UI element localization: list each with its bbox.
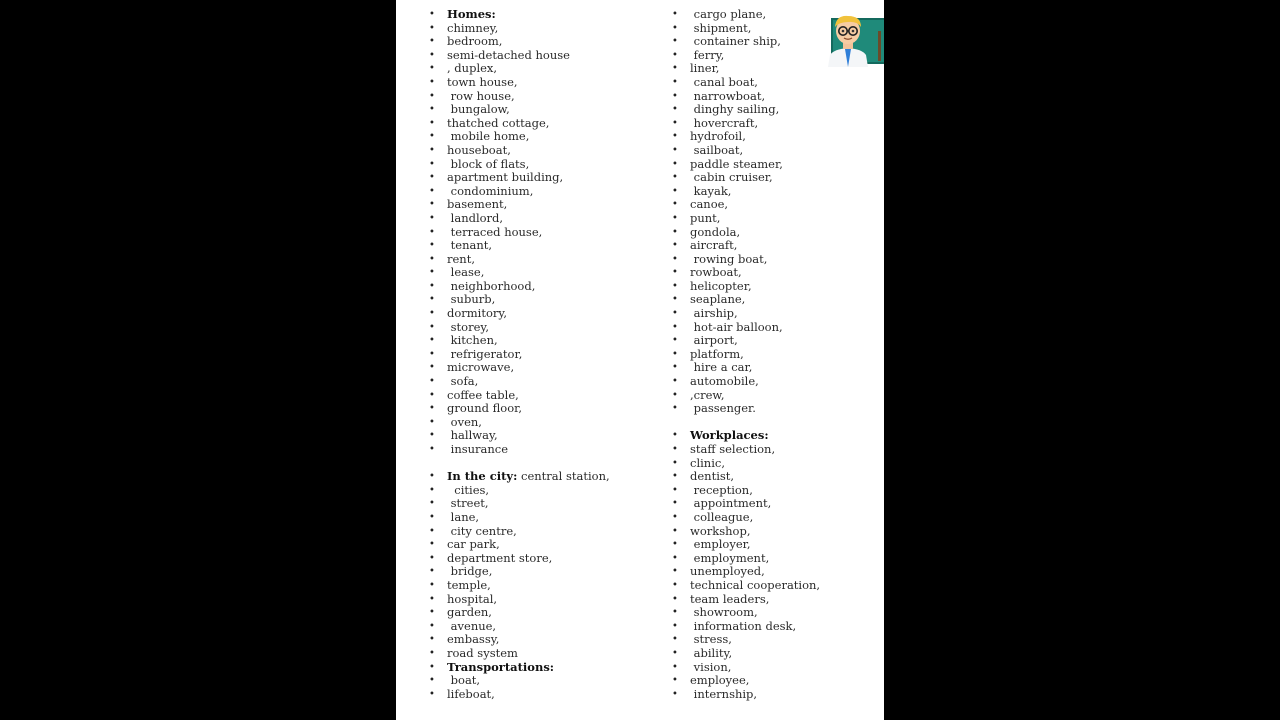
vocabulary-item [427, 103, 647, 117]
vocabulary-item [427, 511, 647, 525]
vocabulary-item [670, 239, 880, 253]
vocabulary-item [427, 497, 647, 511]
vocabulary-word: sailboat, [690, 142, 744, 157]
vocabulary-item [427, 212, 647, 226]
vocabulary-word: department store, [447, 550, 553, 565]
vocabulary-word: lifeboat, [447, 686, 495, 701]
vocabulary-item [427, 198, 647, 212]
vocabulary-word: microwave, [447, 360, 515, 375]
vocabulary-item [670, 348, 880, 362]
section-heading: Transportations: [447, 659, 555, 674]
vocabulary-word: town house, [447, 74, 518, 89]
vocabulary-word: employment, [690, 550, 770, 565]
vocabulary-item [427, 416, 647, 430]
vocabulary-item [670, 144, 880, 158]
vocabulary-item [427, 620, 647, 634]
vocabulary-item [427, 49, 647, 63]
vocabulary-word: employer, [690, 537, 751, 552]
vocabulary-item [670, 470, 880, 484]
vocabulary-item [427, 226, 647, 240]
vocabulary-item [670, 497, 880, 511]
vocabulary-word: bungalow, [447, 102, 510, 117]
vocabulary-item [427, 321, 647, 335]
vocabulary-item [670, 171, 880, 185]
vocabulary-item [670, 525, 880, 539]
vocabulary-item [427, 117, 647, 131]
vocabulary-item [670, 620, 880, 634]
vocabulary-item [427, 375, 647, 389]
vocabulary-item [670, 593, 880, 607]
vocabulary-item [670, 334, 880, 348]
vocabulary-word: kitchen, [447, 333, 498, 348]
right-vocabulary-column [670, 8, 880, 701]
vocabulary-word: gondola, [690, 224, 741, 239]
vocabulary-item [670, 103, 880, 117]
vocabulary-item [670, 688, 880, 702]
vocabulary-item [670, 158, 880, 172]
vocabulary-item [670, 674, 880, 688]
vocabulary-word: liner, [690, 61, 720, 76]
vocabulary-item [670, 633, 880, 647]
spacer [427, 457, 647, 471]
vocabulary-word: rent, [447, 251, 475, 266]
vocabulary-item [670, 307, 880, 321]
vocabulary-word: canal boat, [690, 74, 758, 89]
vocabulary-item [670, 484, 880, 498]
vocabulary-word: tenant, [447, 238, 493, 253]
vocabulary-word: terraced house, [447, 224, 543, 239]
vocabulary-word: street, [447, 496, 489, 511]
vocabulary-word: colleague, [690, 509, 754, 524]
vocabulary-word: information desk, [690, 618, 797, 633]
vocabulary-item [670, 90, 880, 104]
vocabulary-item [427, 484, 647, 498]
vocabulary-item [670, 266, 880, 280]
vocabulary-item [427, 144, 647, 158]
vocabulary-item [427, 185, 647, 199]
vocabulary-word: lane, [447, 509, 480, 524]
vocabulary-word: canoe, [690, 197, 729, 212]
vocabulary-word: , duplex, [447, 61, 498, 76]
vocabulary-word: showroom, [690, 605, 758, 620]
vocabulary-word: ground floor, [447, 401, 523, 416]
vocabulary-word: hovercraft, [690, 115, 759, 130]
vocabulary-item [427, 688, 647, 702]
vocabulary-item [427, 633, 647, 647]
vocabulary-word: helicopter, [690, 278, 752, 293]
vocabulary-item [670, 321, 880, 335]
section-heading: In the city: [447, 469, 518, 484]
vocabulary-word: thatched cottage, [447, 115, 550, 130]
vocabulary-word: landlord, [447, 210, 504, 225]
vocabulary-item [427, 35, 647, 49]
vocabulary-word: hospital, [447, 591, 498, 606]
vocabulary-item [670, 198, 880, 212]
vocabulary-word: technical cooperation, [690, 577, 821, 592]
vocabulary-word: dentist, [690, 469, 735, 484]
vocabulary-word: bridge, [447, 564, 493, 579]
vocabulary-item [670, 280, 880, 294]
vocabulary-word: avenue, [447, 618, 497, 633]
vocabulary-item [427, 253, 647, 267]
vocabulary-word: block of flats, [447, 156, 530, 171]
section-heading-item [427, 8, 647, 22]
vocabulary-word: hydrofoil, [690, 129, 746, 144]
vocabulary-word: airport, [690, 333, 738, 348]
vocabulary-item [427, 389, 647, 403]
vocabulary-item [670, 361, 880, 375]
vocabulary-word: refrigerator, [447, 346, 523, 361]
vocabulary-word: hot-air balloon, [690, 319, 783, 334]
vocabulary-item [670, 76, 880, 90]
vocabulary-word: cargo plane, [690, 7, 767, 21]
vocabulary-item [427, 361, 647, 375]
vocabulary-item [427, 62, 647, 76]
vocabulary-item [670, 293, 880, 307]
vocabulary-word: narrowboat, [690, 88, 766, 103]
vocabulary-word: reception, [690, 482, 753, 497]
vocabulary-word: stress, [690, 632, 732, 647]
vocabulary-item [427, 674, 647, 688]
vocabulary-word: mobile home, [447, 129, 530, 144]
vocabulary-word: cabin cruiser, [690, 170, 773, 185]
vocabulary-item [427, 239, 647, 253]
vocabulary-word: workshop, [690, 523, 751, 538]
vocabulary-item [670, 606, 880, 620]
vocabulary-word: apartment building, [447, 170, 564, 185]
vocabulary-word: automobile, [690, 374, 759, 389]
vocabulary-word: dormitory, [447, 306, 508, 321]
vocabulary-word: vision, [690, 659, 732, 674]
vocabulary-word: rowboat, [690, 265, 742, 280]
vocabulary-item [427, 552, 647, 566]
vocabulary-word: city centre, [447, 523, 517, 538]
vocabulary-item [670, 443, 880, 457]
vocabulary-word: suburb, [447, 292, 496, 307]
vocabulary-word: paddle steamer, [690, 156, 783, 171]
section-heading: Homes: [447, 7, 496, 21]
vocabulary-word: embassy, [447, 632, 500, 647]
vocabulary-word: internship, [690, 686, 758, 701]
vocabulary-item [427, 429, 647, 443]
vocabulary-word: storey, [447, 319, 490, 334]
vocabulary-word: dinghy sailing, [690, 102, 780, 117]
vocabulary-word: hallway, [447, 428, 498, 443]
vocabulary-word: aircraft, [690, 238, 738, 253]
vocabulary-word: row house, [447, 88, 515, 103]
vocabulary-word: car park, [447, 537, 500, 552]
vocabulary-item [427, 525, 647, 539]
vocabulary-item [670, 226, 880, 240]
vocabulary-word: platform, [690, 346, 744, 361]
vocabulary-item [427, 565, 647, 579]
vocabulary-word: boat, [447, 673, 481, 688]
vocabulary-word: basement, [447, 197, 508, 212]
vocabulary-word: cities, [447, 482, 490, 497]
vocabulary-item [427, 334, 647, 348]
vocabulary-word: insurance [447, 442, 509, 456]
vocabulary-item [670, 402, 880, 416]
vocabulary-word: passenger. [690, 401, 756, 416]
section-heading-item [427, 470, 647, 484]
vocabulary-word: employee, [690, 673, 750, 688]
vocabulary-word: central station, [517, 469, 610, 484]
vocabulary-item [427, 402, 647, 416]
vocabulary-item [427, 280, 647, 294]
vocabulary-word: hire a car, [690, 360, 753, 375]
vocabulary-item [670, 579, 880, 593]
vocabulary-item [427, 606, 647, 620]
vocabulary-item [670, 661, 880, 675]
vocabulary-item [670, 552, 880, 566]
vocabulary-word: container ship, [690, 34, 781, 49]
vocabulary-word: coffee table, [447, 387, 519, 402]
vocabulary-item [670, 185, 880, 199]
section-heading: Workplaces: [690, 428, 769, 443]
vocabulary-item [670, 375, 880, 389]
vocabulary-word: oven, [447, 414, 482, 429]
vocabulary-word: bedroom, [447, 34, 503, 49]
vocabulary-item [427, 171, 647, 185]
vocabulary-item [427, 76, 647, 90]
vocabulary-item [427, 348, 647, 362]
vocabulary-word: unemployed, [690, 564, 765, 579]
vocabulary-word: staff selection, [690, 442, 776, 456]
teacher-avatar-icon [826, 13, 884, 67]
vocabulary-word: ferry, [690, 47, 725, 62]
vocabulary-item [427, 593, 647, 607]
vocabulary-word: condominium, [447, 183, 534, 198]
vocabulary-word: lease, [447, 265, 485, 280]
vocabulary-word: seaplane, [690, 292, 746, 307]
vocabulary-word: garden, [447, 605, 492, 620]
vocabulary-item [670, 253, 880, 267]
vocabulary-item [670, 647, 880, 661]
document-page [396, 0, 884, 720]
vocabulary-item [670, 538, 880, 552]
vocabulary-word: shipment, [690, 20, 752, 35]
vocabulary-word: rowing boat, [690, 251, 768, 266]
vocabulary-word: appointment, [690, 496, 772, 511]
vocabulary-word: team leaders, [690, 591, 770, 606]
vocabulary-item [670, 457, 880, 471]
vocabulary-item [670, 389, 880, 403]
vocabulary-item [427, 293, 647, 307]
vocabulary-item [427, 579, 647, 593]
vocabulary-word: airship, [690, 306, 738, 321]
vocabulary-item [427, 22, 647, 36]
vocabulary-word: kayak, [690, 183, 732, 198]
section-heading-item [670, 429, 880, 443]
vocabulary-item [427, 538, 647, 552]
vocabulary-word: sofa, [447, 374, 479, 389]
vocabulary-word: semi-detached house [447, 47, 570, 62]
vocabulary-item [427, 266, 647, 280]
vocabulary-item [670, 565, 880, 579]
vocabulary-item [427, 443, 647, 457]
vocabulary-word: houseboat, [447, 142, 511, 157]
vocabulary-word: road system [447, 645, 518, 660]
spacer [670, 416, 880, 430]
vocabulary-word: chimney, [447, 20, 499, 35]
vocabulary-item [427, 130, 647, 144]
vocabulary-item [427, 90, 647, 104]
vocabulary-item [427, 647, 647, 661]
section-heading-item [427, 661, 647, 675]
left-vocabulary-column [427, 8, 647, 701]
vocabulary-word: punt, [690, 210, 721, 225]
vocabulary-word: ,crew, [690, 387, 725, 402]
vocabulary-item [670, 511, 880, 525]
vocabulary-item [670, 212, 880, 226]
vocabulary-item [670, 117, 880, 131]
vocabulary-item [670, 130, 880, 144]
vocabulary-item [427, 307, 647, 321]
vocabulary-word: temple, [447, 577, 491, 592]
vocabulary-word: neighborhood, [447, 278, 536, 293]
vocabulary-item [427, 158, 647, 172]
vocabulary-word: ability, [690, 645, 733, 660]
vocabulary-word: clinic, [690, 455, 725, 470]
